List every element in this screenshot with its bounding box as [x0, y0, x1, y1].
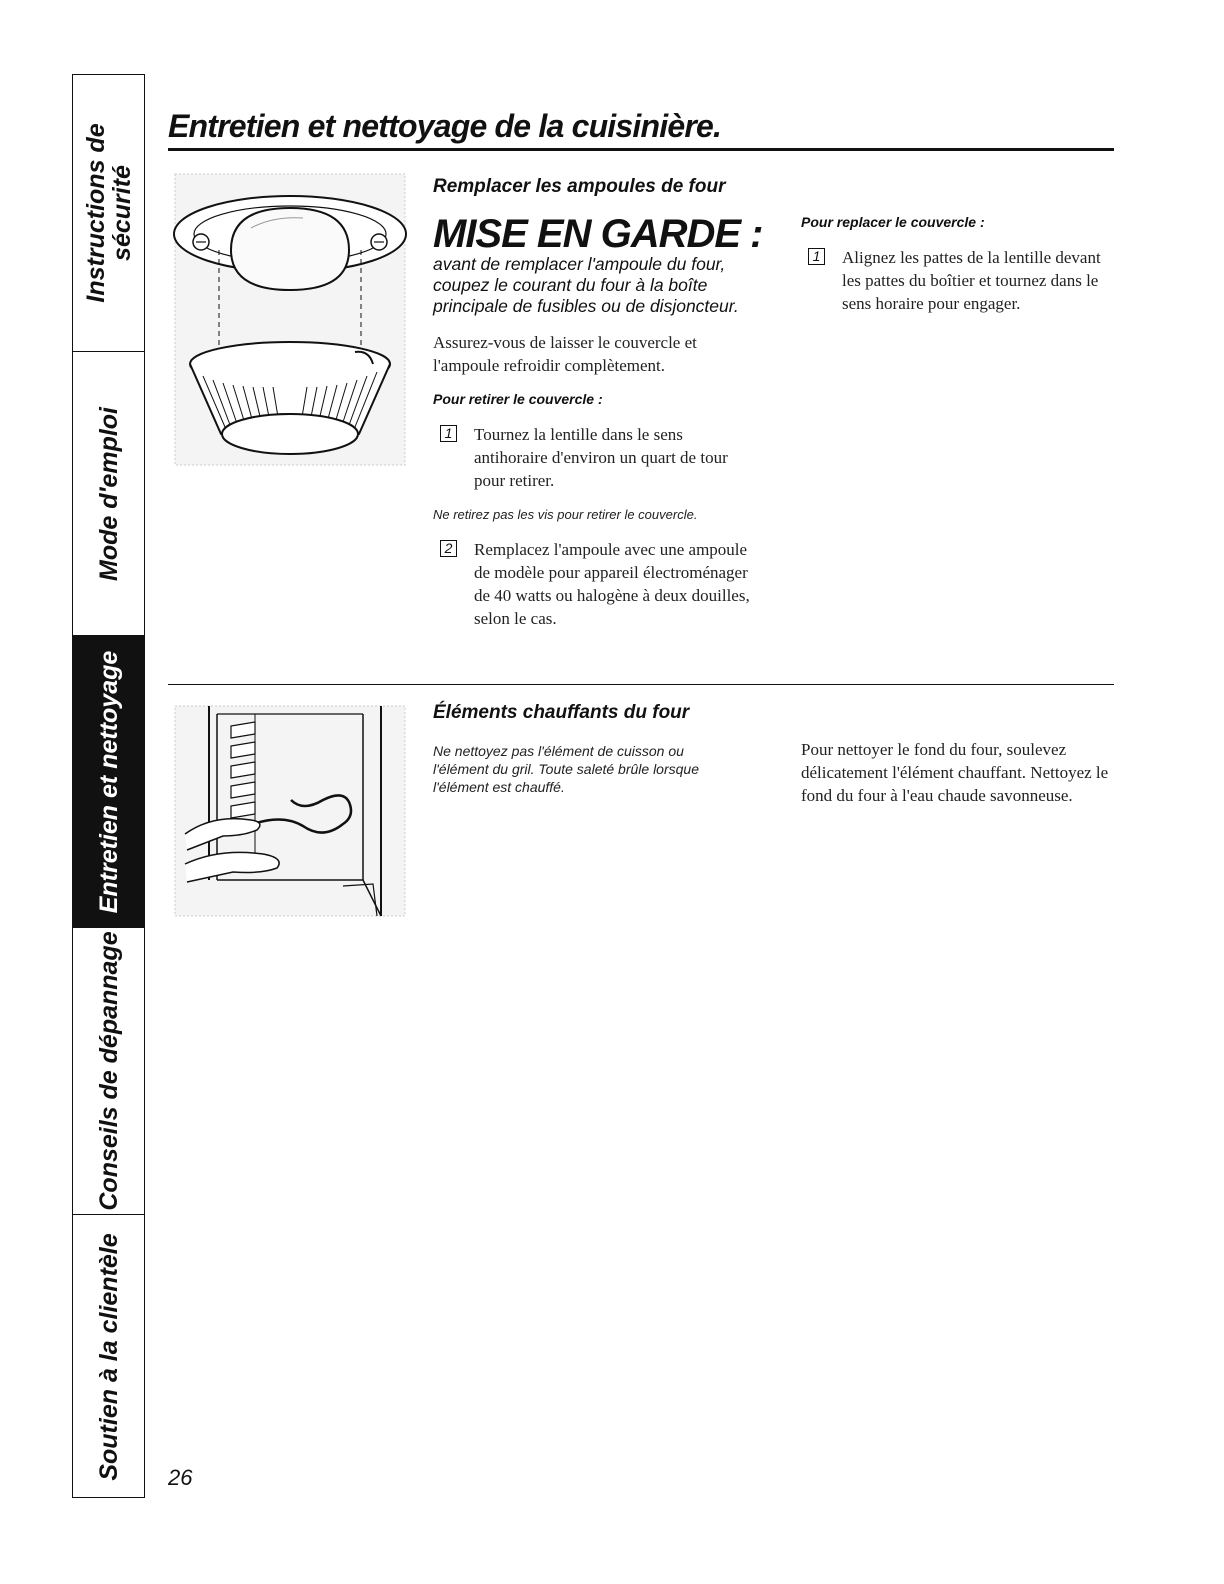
intro-text: Assurez-vous de laisser le couvercle et l'ampoule refroidir complètement.: [433, 333, 697, 375]
step-text: Tournez la lentille dans le sens antihoraire d'environ un quart de tour pour retirer.: [474, 425, 728, 490]
remove-cover-heading: Pour retirer le couvercle :: [433, 391, 603, 407]
tab-consumer-support-label: Soutien à la clientèle: [94, 1233, 123, 1481]
remove-step-1: [440, 423, 760, 495]
caution-lead: avant de: [433, 254, 501, 274]
caution-block: [433, 214, 773, 317]
remove-note: Ne retirez pas les vis pour retirer le couvercle.: [433, 507, 698, 522]
replace-step-1: [808, 246, 1118, 341]
step-text: Alignez les pattes de la lentille devant les pattes du boîtier et tournez dans le sens horaire pour engager.: [842, 248, 1101, 313]
remove-step-2: [440, 538, 760, 648]
section-heading-oven-light: Remplacer les ampoules de four: [433, 176, 726, 197]
step-number: 1: [440, 425, 457, 442]
heating-element-cleaning-text: Pour nettoyer le fond du four, soulevez délicatement l'élément chauffant. Nettoyez le fond du four à l'eau chaude savonneuse.: [801, 740, 1109, 805]
step-text: Remplacez l'ampoule avec une ampoule de modèle pour appareil électroménager de 40 watts ou halogène à deux douilles, selon le cas.: [474, 540, 750, 628]
tab-care-cleaning[interactable]: [73, 636, 144, 928]
section-heading-heating-elements: Éléments chauffants du four: [433, 702, 690, 723]
section-tabs: [72, 74, 145, 1498]
heating-element-warning: Ne nettoyez pas l'élément de cuisson ou l'élément du gril. Toute saleté brûle lorsque l'élément est chauffé.: [433, 743, 699, 795]
tab-care-cleaning-label: Entretien et nettoyage: [94, 650, 123, 913]
caution-label: MISE EN GARDE :: [433, 212, 763, 256]
tab-operating[interactable]: [73, 352, 144, 636]
tab-safety-label-2: sécurité: [107, 165, 136, 261]
oven-element-illustration: [173, 704, 407, 918]
caution-text: remplacer l'ampoule du four, coupez le courant du four à la boîte principale de fusibles ou de disjoncteur.: [433, 254, 739, 316]
section-divider: [168, 684, 1114, 685]
title-rule: [168, 148, 1114, 151]
tab-operating-label: Mode d'emploi: [94, 406, 123, 581]
tab-troubleshooting-label: Conseils de dépannage: [94, 931, 123, 1211]
replace-cover-heading: Pour replacer le couvercle :: [801, 214, 985, 230]
tab-troubleshooting[interactable]: [73, 928, 144, 1215]
step-number: 1: [808, 248, 825, 265]
page-number: 26: [168, 1465, 193, 1490]
page-title: Entretien et nettoyage de la cuisinière.: [168, 108, 722, 144]
tab-safety[interactable]: [73, 75, 144, 352]
oven-light-illustration: [173, 172, 407, 467]
tab-safety-label: Instructions de: [81, 123, 110, 303]
tab-consumer-support[interactable]: [73, 1215, 144, 1499]
step-number: 2: [440, 540, 457, 557]
